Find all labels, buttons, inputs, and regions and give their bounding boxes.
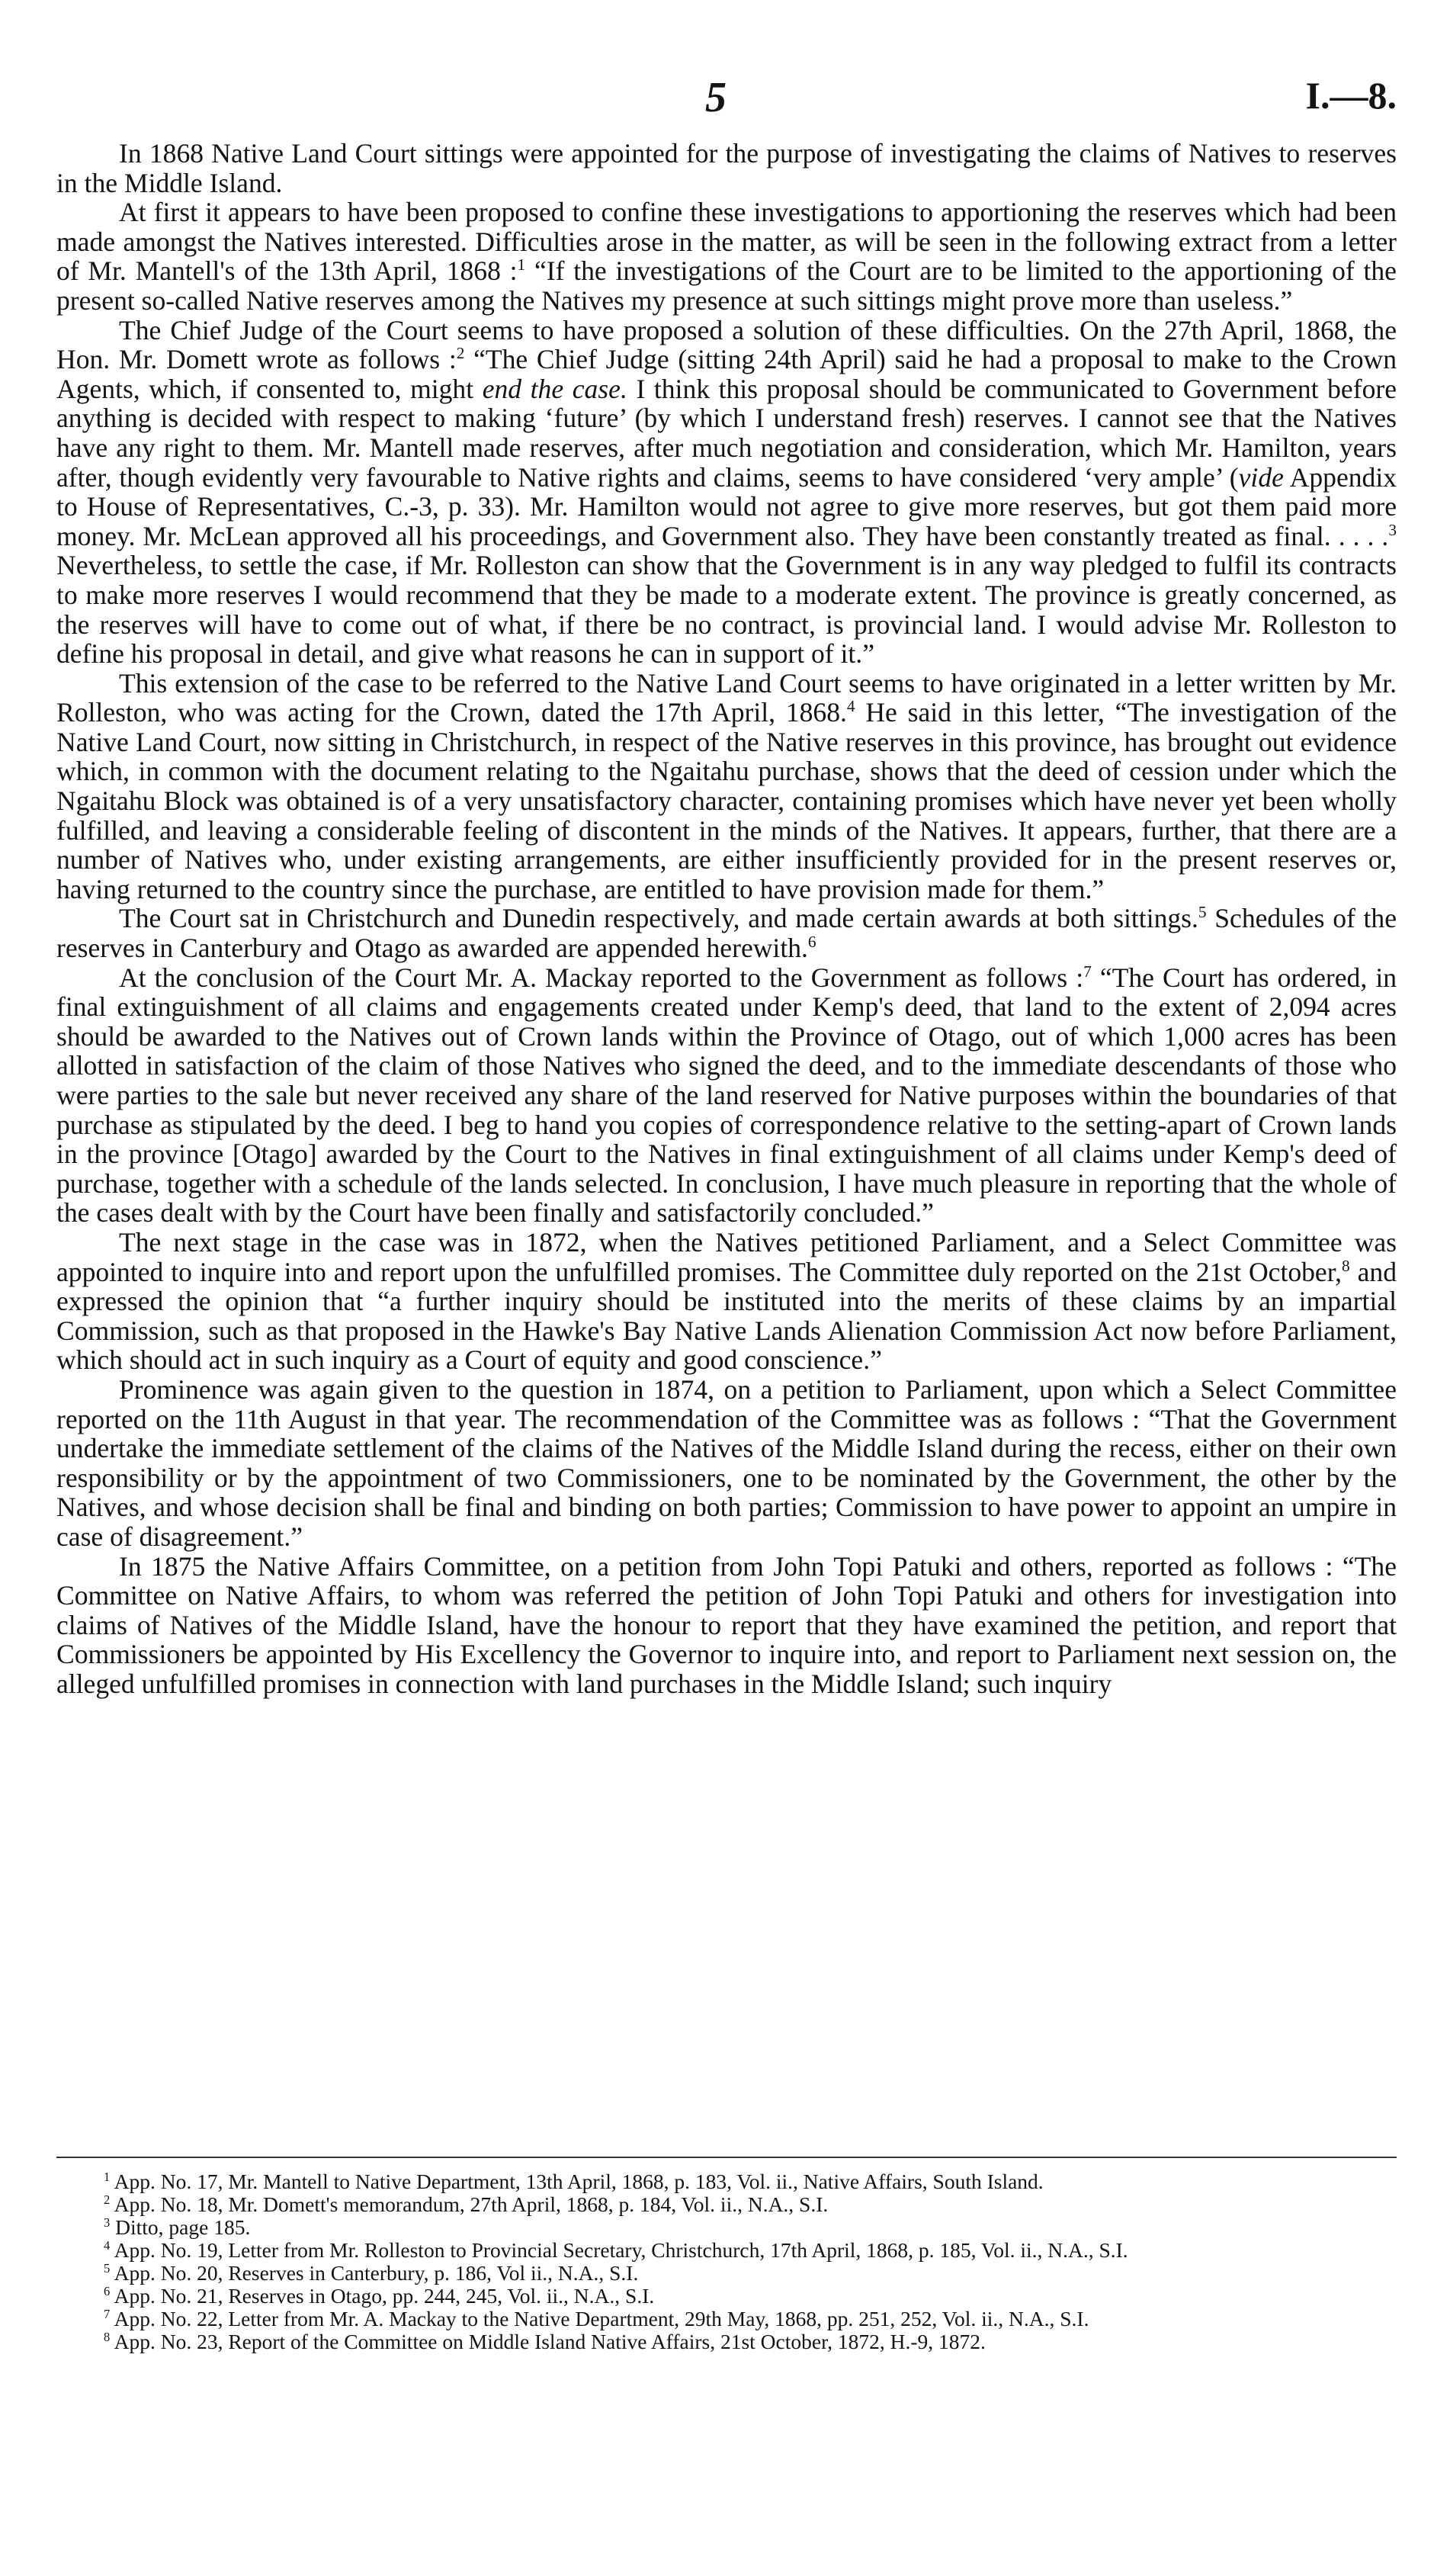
footnote-divider	[56, 2157, 1397, 2158]
paragraph: This extension of the case to be referred to the Native Land Court seems to have originated in a letter written by Mr. Rolleston, who was acting for the Crown, dated the 17th April, 1868.$^4$ He said in this letter, “The investigation of the Native Land Court, now sitting in Christchurch, in respect of the Native reserves in this province, has brought out evidence which, in common with the document relating to the Ngaitahu purchase, shows that the deed of cession under which the Ngaitahu Block was obtained is of a very unsatisfactory character, containing promises which have never yet been wholly fulfilled, and leaving a considerable feeling of discontent in the minds of the Natives. It appears, further, that there are a number of Natives who, under existing arrangements, are either insufficiently provided for in the present reserves or, having returned to the country since the purchase, are entitled to have provision made for them.”	[56, 667, 1397, 904]
footnote: $^2$ App. No. 18, Mr. Domett's memorandum, 27th April, 1868, p. 184, Vol. ii., N.A., S.I.	[104, 2192, 829, 2216]
footnote: $^7$ App. No. 22, Letter from Mr. A. Mackay to the Native Department, 29th May, 1868, pp. 251, 252, Vol. ii., N.A., S.I.	[104, 2306, 1089, 2330]
page-header	[0, 73, 1450, 119]
footnote-ref: 3	[1388, 520, 1397, 539]
footnote: $^3$ Ditto, page 185.	[104, 2215, 251, 2239]
document-reference: I.—8.	[1305, 74, 1397, 117]
footnote: $^6$ App. No. 21, Reserves in Otago, pp. 244, 245, Vol. ii., N.A., S.I.	[104, 2283, 655, 2308]
paragraph: The next stage in the case was in 1872, when the Natives petitioned Parliament, and a Select Committee was appointed to inquire into and report upon the unfulfilled promises. The Committee duly reported on the 21st October,$^8$ and expressed the opinion that “a further inquiry should be instituted into the merits of these claims by an impartial Commission, such as that proposed in the Hawke's Bay Native Lands Alienation Commission Act now before Parliament, which should act in such inquiry as a Court of equity and good conscience.”	[56, 1226, 1397, 1376]
footnote-ref: 8	[1342, 1256, 1350, 1275]
footnote: $^5$ App. No. 20, Reserves in Canterbury, p. 186, Vol ii., N.A., S.I.	[104, 2260, 639, 2285]
footnote: $^4$ App. No. 19, Letter from Mr. Rolleston to Provincial Secretary, Christchurch, 17th April, 1868, p. 185, Vol. ii., N.A., S.I.	[104, 2237, 1128, 2262]
footnote: $^1$ App. No. 17, Mr. Mantell to Native Department, 13th April, 1868, p. 183, Vol. ii., Native Affairs, South Island.	[104, 2169, 1044, 2193]
footnote-ref: 7	[1083, 962, 1092, 981]
paragraph: Prominence was again given to the question in 1874, on a petition to Parliament, upon which a Select Committee reported on the 11th August in that year. The recommendation of the Committee was as follows : “That the Government undertake the immediate settlement of the claims of the Natives of the Middle Island during the recess, either on their own responsibility or by the appointment of two Commissioners, one to be nominated by the Government, the other by the Natives, and whose decision shall be final and binding on both parties; Commission to have power to appoint an umpire in case of disagreement.”	[56, 1373, 1397, 1552]
paragraph: The Chief Judge of the Court seems to have proposed a solution of these difficulties. On the 27th April, 1868, the Hon. Mr. Domett wrote as follows :$^2$ “The Chief Judge (sitting 24th April) said he had a proposal to make to the Crown Agents, which, if consented to, might end the case. I think this proposal should be communicated to Government before anything is decided with respect to making ‘future’ (by which I understand fresh) reserves. I cannot see that the Natives have any right to them. Mr. Mantell made reserves, after much negotiation and consideration, which Mr. Hamilton, years after, though evidently very favourable to Native rights and claims, seems to have considered ‘very ample’ (vide Appendix to House of Representatives, C.-3, p. 33). Mr. Hamilton would not agree to give more reserves, but got them paid more money. Mr. McLean approved all his proceedings, and Government also. They have been constantly treated as final. . . . .$^3$ Nevertheless, to settle the case, if Mr. Rolleston can show that the Government is in any way pledged to fulfil its contracts to make more reserves I would recommend that they be made to a moderate extent. The province is greatly concerned, as the reserves will have to come out of what, if there be no contract, is provincial land. I would advise Mr. Rolleston to define his proposal in detail, and give what reasons he can in support of it.”	[56, 314, 1397, 670]
footnote-ref: 1	[517, 255, 526, 275]
paragraph: At the conclusion of the Court Mr. A. Mackay reported to the Government as follows :$^7$ “The Court has ordered, in final extinguishment of all claims and engagements created under Kemp's deed, that land to the extent of 2,094 acres should be awarded to the Natives out of Crown lands within the Province of Otago, out of which 1,000 acres has been allotted in satisfaction of the claim of those Natives who signed the deed, and to the immediate descendants of those who were parties to the sale but never received any share of the land reserved for Native purposes within the boundaries of that purchase as stipulated by the deed. I beg to hand you copies of correspondence relative to the setting-apart of Crown lands in the province [Otago] awarded by the Court to the Natives in final extinguishment of all claims under Kemp's deed of purchase, together with a schedule of the lands selected. In conclusion, I have much pleasure in reporting that the whole of the cases dealt with by the Court have been finally and satisfactorily concluded.”	[56, 962, 1397, 1229]
paragraph: In 1875 the Native Affairs Committee, on a petition from John Topi Patuki and others, reported as follows : “The Committee on Native Affairs, to whom was referred the petition of John Topi Patuki and others for investigation into claims of Natives of the Middle Island, have the honour to report that they have examined the petition, and report that Commissioners be appointed by His Excellency the Governor to inquire into, and report to Parliament next session on, the alleged unfulfilled promises in connection with land purchases in the Middle Island; such inquiry	[56, 1550, 1397, 1699]
footnotes	[56, 2170, 1397, 2353]
footnote: $^8$ App. No. 23, Report of the Committee on Middle Island Native Affairs, 21st October, 1872, H.-9, 1872.	[104, 2329, 986, 2353]
paragraph: The Court sat in Christchurch and Dunedin respectively, and made certain awards at both sittings.$^5$ Schedules of the reserves in Canterbury and Otago as awarded are appended herewith.$^6$	[56, 903, 1397, 964]
body-text	[56, 139, 1397, 1698]
footnote-ref: 4	[846, 697, 855, 716]
footnote-ref: 6	[807, 933, 816, 952]
page-number: 5	[705, 74, 727, 121]
paragraph: In 1868 Native Land Court sittings were appointed for the purpose of investigating the claims of Natives to reserves in the Middle Island.	[56, 138, 1397, 198]
footnote-ref: 2	[456, 344, 465, 363]
paragraph: At first it appears to have been proposed to confine these investigations to apportioning the reserves which had been made amongst the Natives interested. Difficulties arose in the matter, as will be seen in the following extract from a letter of Mr. Mantell's of the 13th April, 1868 :$^1$ “If the investigations of the Court are to be limited to the apportioning of the present so-called Native reserves among the Natives my presence at such sittings might prove more than useless.”	[56, 197, 1397, 316]
footnote-ref: 5	[1198, 903, 1207, 922]
